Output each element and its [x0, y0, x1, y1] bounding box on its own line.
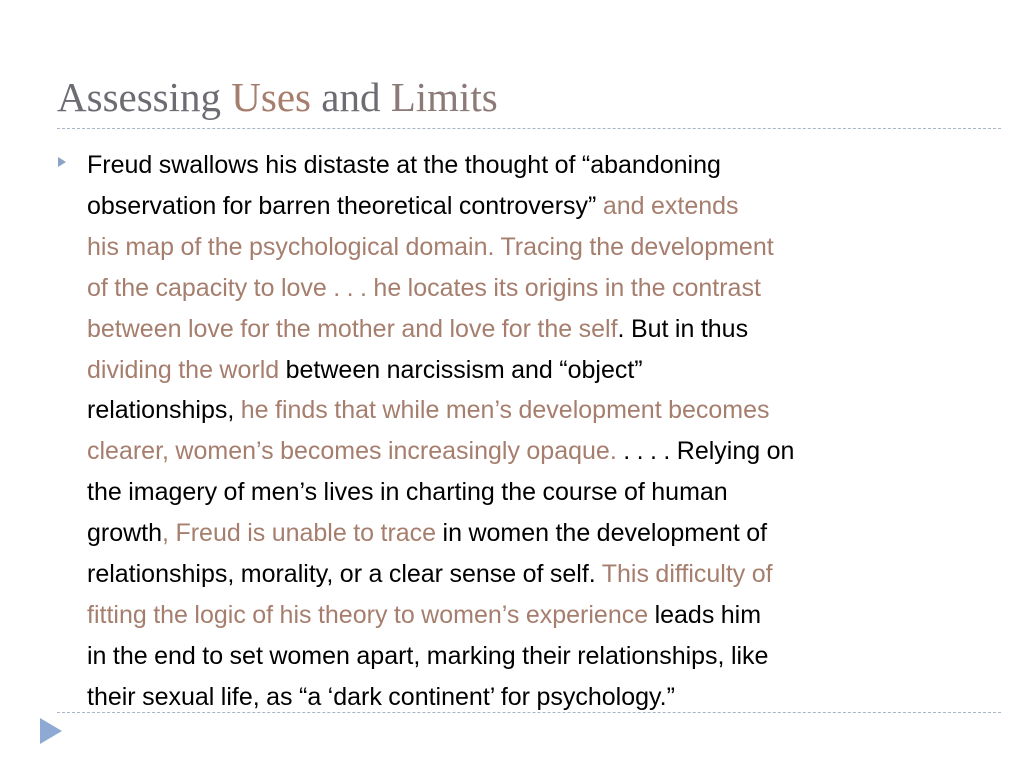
text-segment: , Freud is unable to trace [162, 519, 437, 548]
title-segment-limits: Limits [390, 74, 498, 120]
bullet-arrow-icon [58, 157, 66, 167]
text-segment: . But in thus [617, 314, 749, 343]
text-segment: in women the development of relationships, morality, or a clear sense of self. [87, 519, 768, 589]
footer-divider [57, 712, 1001, 713]
slide-title [57, 72, 498, 122]
title-segment: Assessing [57, 74, 232, 120]
bullet-text [87, 145, 959, 718]
title-divider [57, 128, 1001, 129]
text-segment: Freud swallows his distaste at the thought of “abandoning observation for barren theoretical controversy” [87, 151, 721, 220]
text-segment: he finds that while men’s development becomes clearer, women’s becomes increasingly opaque. [87, 396, 770, 466]
text-segment: and extends his map of the psychological domain. Tracing the development of the capacity to love . . . he locates its origins in the contrast between love for the mother and love for the self [87, 191, 774, 343]
text-segment: dividing the world [87, 355, 280, 384]
text-segment: leads him in the end to set women apart, marking their relationships, like their sexual life, as “a ‘dark continent’ for psychology.” [87, 600, 769, 711]
text-segment: . . . . Relying on the imagery of men’s lives in charting the course of human growth [87, 437, 795, 548]
title-segment: and [311, 74, 391, 120]
text-segment: This difficulty of fitting the logic of his theory to women’s experience [87, 560, 773, 629]
text-segment: between narcissism and “object” relationships, [87, 355, 643, 425]
next-slide-arrow-icon[interactable] [40, 718, 62, 744]
title-segment-uses: Uses [231, 74, 311, 120]
